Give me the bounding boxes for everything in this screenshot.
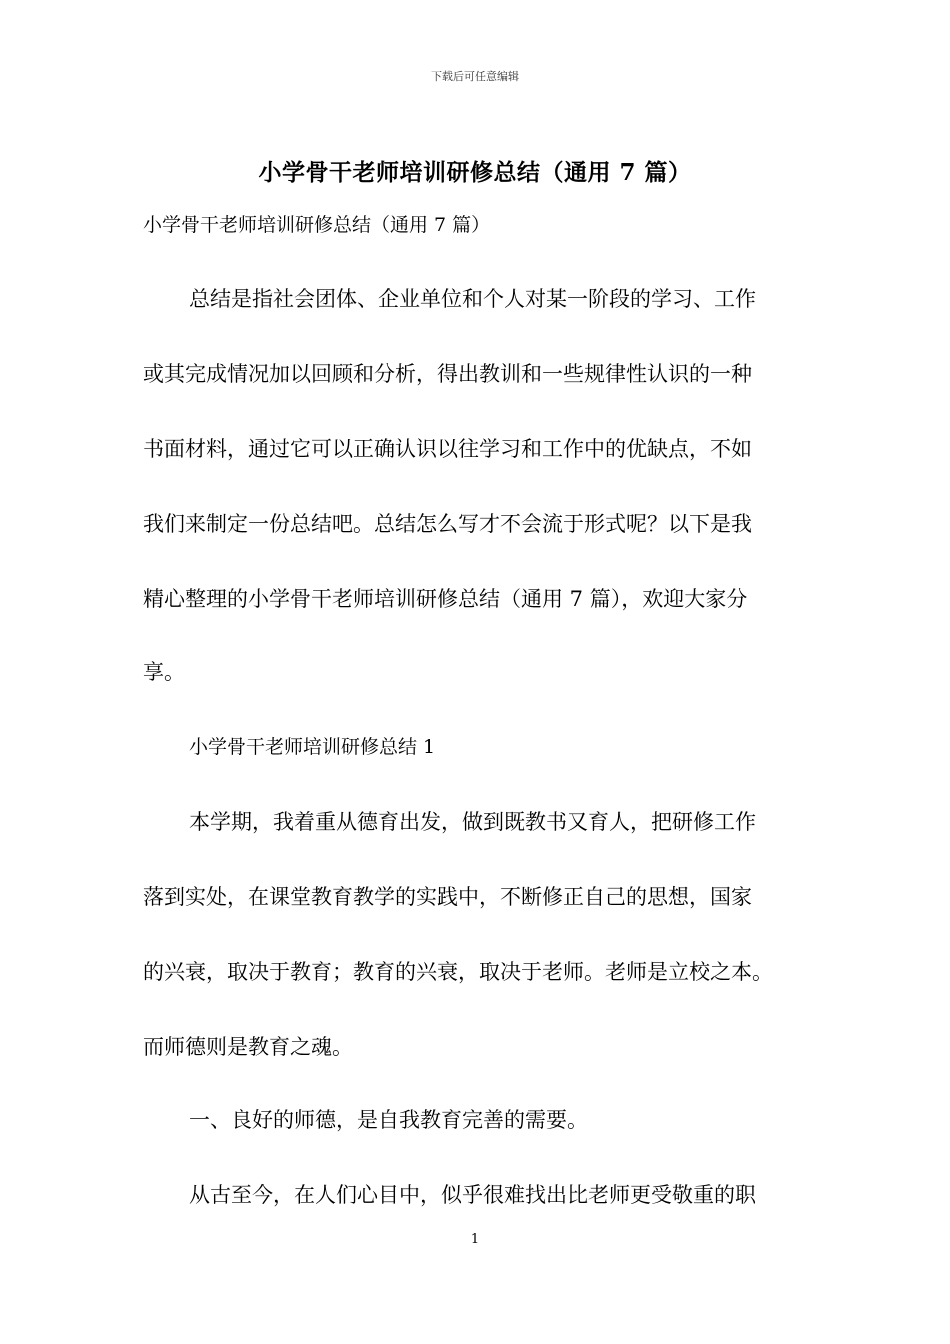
intro-line: 精心整理的小学骨干老师培训研修总结（通用 7 篇），欢迎大家分 bbox=[143, 587, 748, 611]
intro-line: 享。 bbox=[143, 660, 185, 684]
section-line: 落到实处，在课堂教育教学的实践中，不断修正自己的思想，国家 bbox=[143, 885, 752, 909]
intro-line: 或其完成情况加以回顾和分析，得出教训和一些规律性认识的一种 bbox=[143, 362, 752, 386]
document-title: 小学骨干老师培训研修总结（通用 7 篇） bbox=[258, 159, 692, 186]
intro-line: 总结是指社会团体、企业单位和个人对某一阶段的学习、工作 bbox=[189, 287, 756, 311]
document-subtitle: 小学骨干老师培训研修总结（通用 7 篇） bbox=[143, 214, 491, 236]
intro-line: 书面材料，通过它可以正确认识以往学习和工作中的优缺点，不如 bbox=[143, 437, 752, 461]
section-line: 本学期，我着重从德育出发，做到既教书又育人，把研修工作 bbox=[189, 810, 756, 834]
page-header-note: 下载后可任意编辑 bbox=[431, 70, 519, 83]
section-line: 而师德则是教育之魂。 bbox=[143, 1035, 353, 1059]
point-line: 从古至今，在人们心目中，似乎很难找出比老师更受敬重的职 bbox=[189, 1183, 756, 1207]
section-line: 的兴衰，取决于教育；教育的兴衰，取决于老师。老师是立校之本。 bbox=[143, 960, 773, 984]
point-heading: 一、良好的师德，是自我教育完善的需要。 bbox=[189, 1108, 588, 1132]
intro-line: 我们来制定一份总结吧。总结怎么写才不会流于形式呢？以下是我 bbox=[143, 512, 752, 536]
section-heading: 小学骨干老师培训研修总结 1 bbox=[189, 736, 436, 758]
page-number: 1 bbox=[470, 1232, 480, 1247]
